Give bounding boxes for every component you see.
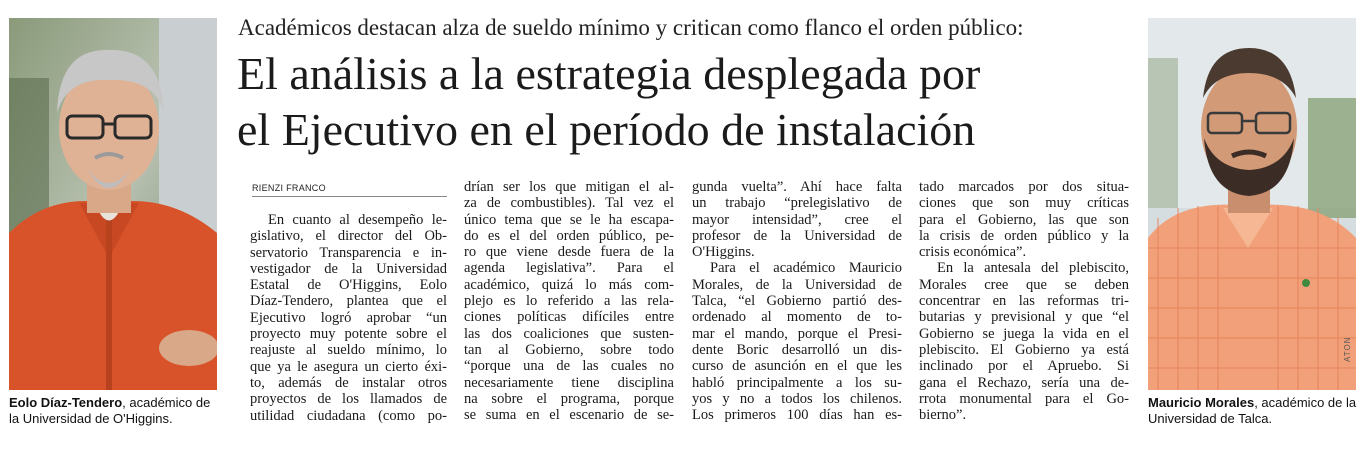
- article-column-4: [919, 179, 1129, 423]
- article-line: rrota monumental para el Go-: [919, 390, 1129, 407]
- article-line: agenda legislativa”. Para el: [464, 260, 674, 277]
- article-line: utilidad ciudadana (como po-: [250, 407, 447, 424]
- article-line: gislativo, el director del Ob-: [250, 228, 447, 245]
- article-line: “porque una de las cuales no: [464, 358, 674, 375]
- byline-rule: [252, 196, 447, 197]
- article-line: za de combustibles). Tal vez el: [464, 195, 674, 212]
- article-line: Los primeros 100 días han es-: [692, 407, 902, 424]
- article-line: proyecto muy potente sobre el: [250, 326, 447, 343]
- article-line: vestigador de la Universidad: [250, 260, 447, 277]
- headline-line-2: el Ejecutivo en el período de instalación: [237, 104, 976, 155]
- article-line: Morales, de la Universidad de: [692, 276, 902, 293]
- article-line: las dos coaliciones que susten-: [464, 325, 674, 342]
- caption-right: [1148, 395, 1360, 427]
- photo-mauricio-morales: [1148, 18, 1356, 390]
- article-line: Morales cree que se deben: [919, 276, 1129, 293]
- article-line: ordenado al momento de to-: [692, 309, 902, 326]
- headline: [237, 46, 1137, 158]
- article-line: En la antesala del plebiscito,: [937, 260, 1129, 277]
- photo-credit: ATON: [1343, 336, 1352, 362]
- article-line: gunda vuelta”. Ahí hace falta: [692, 179, 902, 195]
- article-line: Para el académico Mauricio: [710, 260, 902, 277]
- article-line: Gobierno se juega la vida en el: [919, 325, 1129, 342]
- article-line: ciones que son muy críticas: [919, 195, 1129, 212]
- article-line: plebiscito. El Gobierno ya está: [919, 341, 1129, 358]
- article-line: habló principalmente a los su-: [692, 374, 902, 391]
- caption-left-text: , académico de la Universidad de O'Higgins.: [9, 395, 211, 426]
- article-line: académico, quizá lo más com-: [464, 276, 674, 293]
- article-line: tan al Gobierno, sobre todo: [464, 341, 674, 358]
- kicker: Académicos destacan alza de sueldo mínimo y critican como flanco el orden público:: [238, 15, 1024, 40]
- article-line: concentrar en las reformas tri-: [919, 293, 1129, 310]
- article-line: Ejecutivo logró aprobar “un: [250, 309, 447, 326]
- article-line: ciones políticas difíciles entre: [464, 309, 674, 326]
- article-line: se suma en el escenario de se-: [464, 407, 674, 424]
- article-line: dente Boric desarrolló un dis-: [692, 341, 902, 358]
- article-line: butarias y previsional y que “el: [919, 309, 1129, 326]
- article-line: na sobre el programa, porque: [464, 390, 674, 407]
- article-line: bierno”.: [919, 407, 967, 424]
- article-column-2: [464, 179, 674, 423]
- article-line: un trabajo “prelegislativo de: [692, 195, 902, 212]
- headline-line-1: El análisis a la estrategia desplegada por: [237, 48, 981, 99]
- article-line: do es el del orden público, pe-: [464, 227, 674, 244]
- article-column-1: [250, 212, 447, 424]
- article-line: profesor de la Universidad de: [692, 227, 902, 244]
- article-line: gana el Rechazo, sería una de-: [919, 374, 1129, 391]
- caption-left-name: Eolo Díaz-Tendero: [9, 395, 123, 410]
- article-line: la crisis de orden público y la: [919, 227, 1129, 244]
- article-line: tado marcados por dos situa-: [919, 179, 1129, 195]
- article-column-3: [692, 179, 902, 423]
- article-line: crisis económica”.: [919, 244, 1027, 261]
- article-line: Estatal de O'Higgins, Eolo: [250, 277, 447, 294]
- photo-eolo-diaz-tendero: [9, 18, 217, 390]
- article-line: Talca, “el Gobierno partió des-: [692, 293, 902, 310]
- article-line: que ya le asegura un cierto éxi-: [250, 358, 447, 375]
- article-line: mayor intensidad”, cree el: [692, 211, 902, 228]
- article-line: to, además de instalar otros: [250, 374, 447, 391]
- article-line: plejo es lo referido a las rela-: [464, 293, 674, 310]
- article-line: para el Gobierno, las que son: [919, 211, 1129, 228]
- caption-left: [9, 395, 221, 427]
- article-line: Díaz-Tendero, plantea que el: [250, 293, 447, 310]
- article-line: inclinado por el Apruebo. Si: [919, 358, 1129, 375]
- article-line: yos y no a todos los chilenos.: [692, 390, 902, 407]
- article-line: mar el mando, porque el Presi-: [692, 325, 902, 342]
- article-line: En cuanto al desempeño le-: [268, 212, 447, 228]
- article-line: drían ser los que mitigan el al-: [464, 179, 674, 195]
- article-line: ro que viene desde fuera de la: [464, 244, 674, 261]
- article-line: curso de asunción en el que les: [692, 358, 902, 375]
- article-line: necesariamente tiene disciplina: [464, 374, 674, 391]
- caption-right-text: , académico de la Universidad de Talca.: [1148, 395, 1357, 426]
- caption-right-name: Mauricio Morales: [1148, 395, 1255, 410]
- article-line: único tema que se le ha escapa-: [464, 211, 674, 228]
- article-line: O'Higgins.: [692, 244, 755, 261]
- article-line: servatorio Transparencia e in-: [250, 244, 447, 261]
- byline: RIENZI FRANCO: [252, 183, 326, 193]
- article-line: proyectos de los llamados de: [250, 391, 447, 408]
- article-line: reajuste al sueldo mínimo, lo: [250, 342, 447, 359]
